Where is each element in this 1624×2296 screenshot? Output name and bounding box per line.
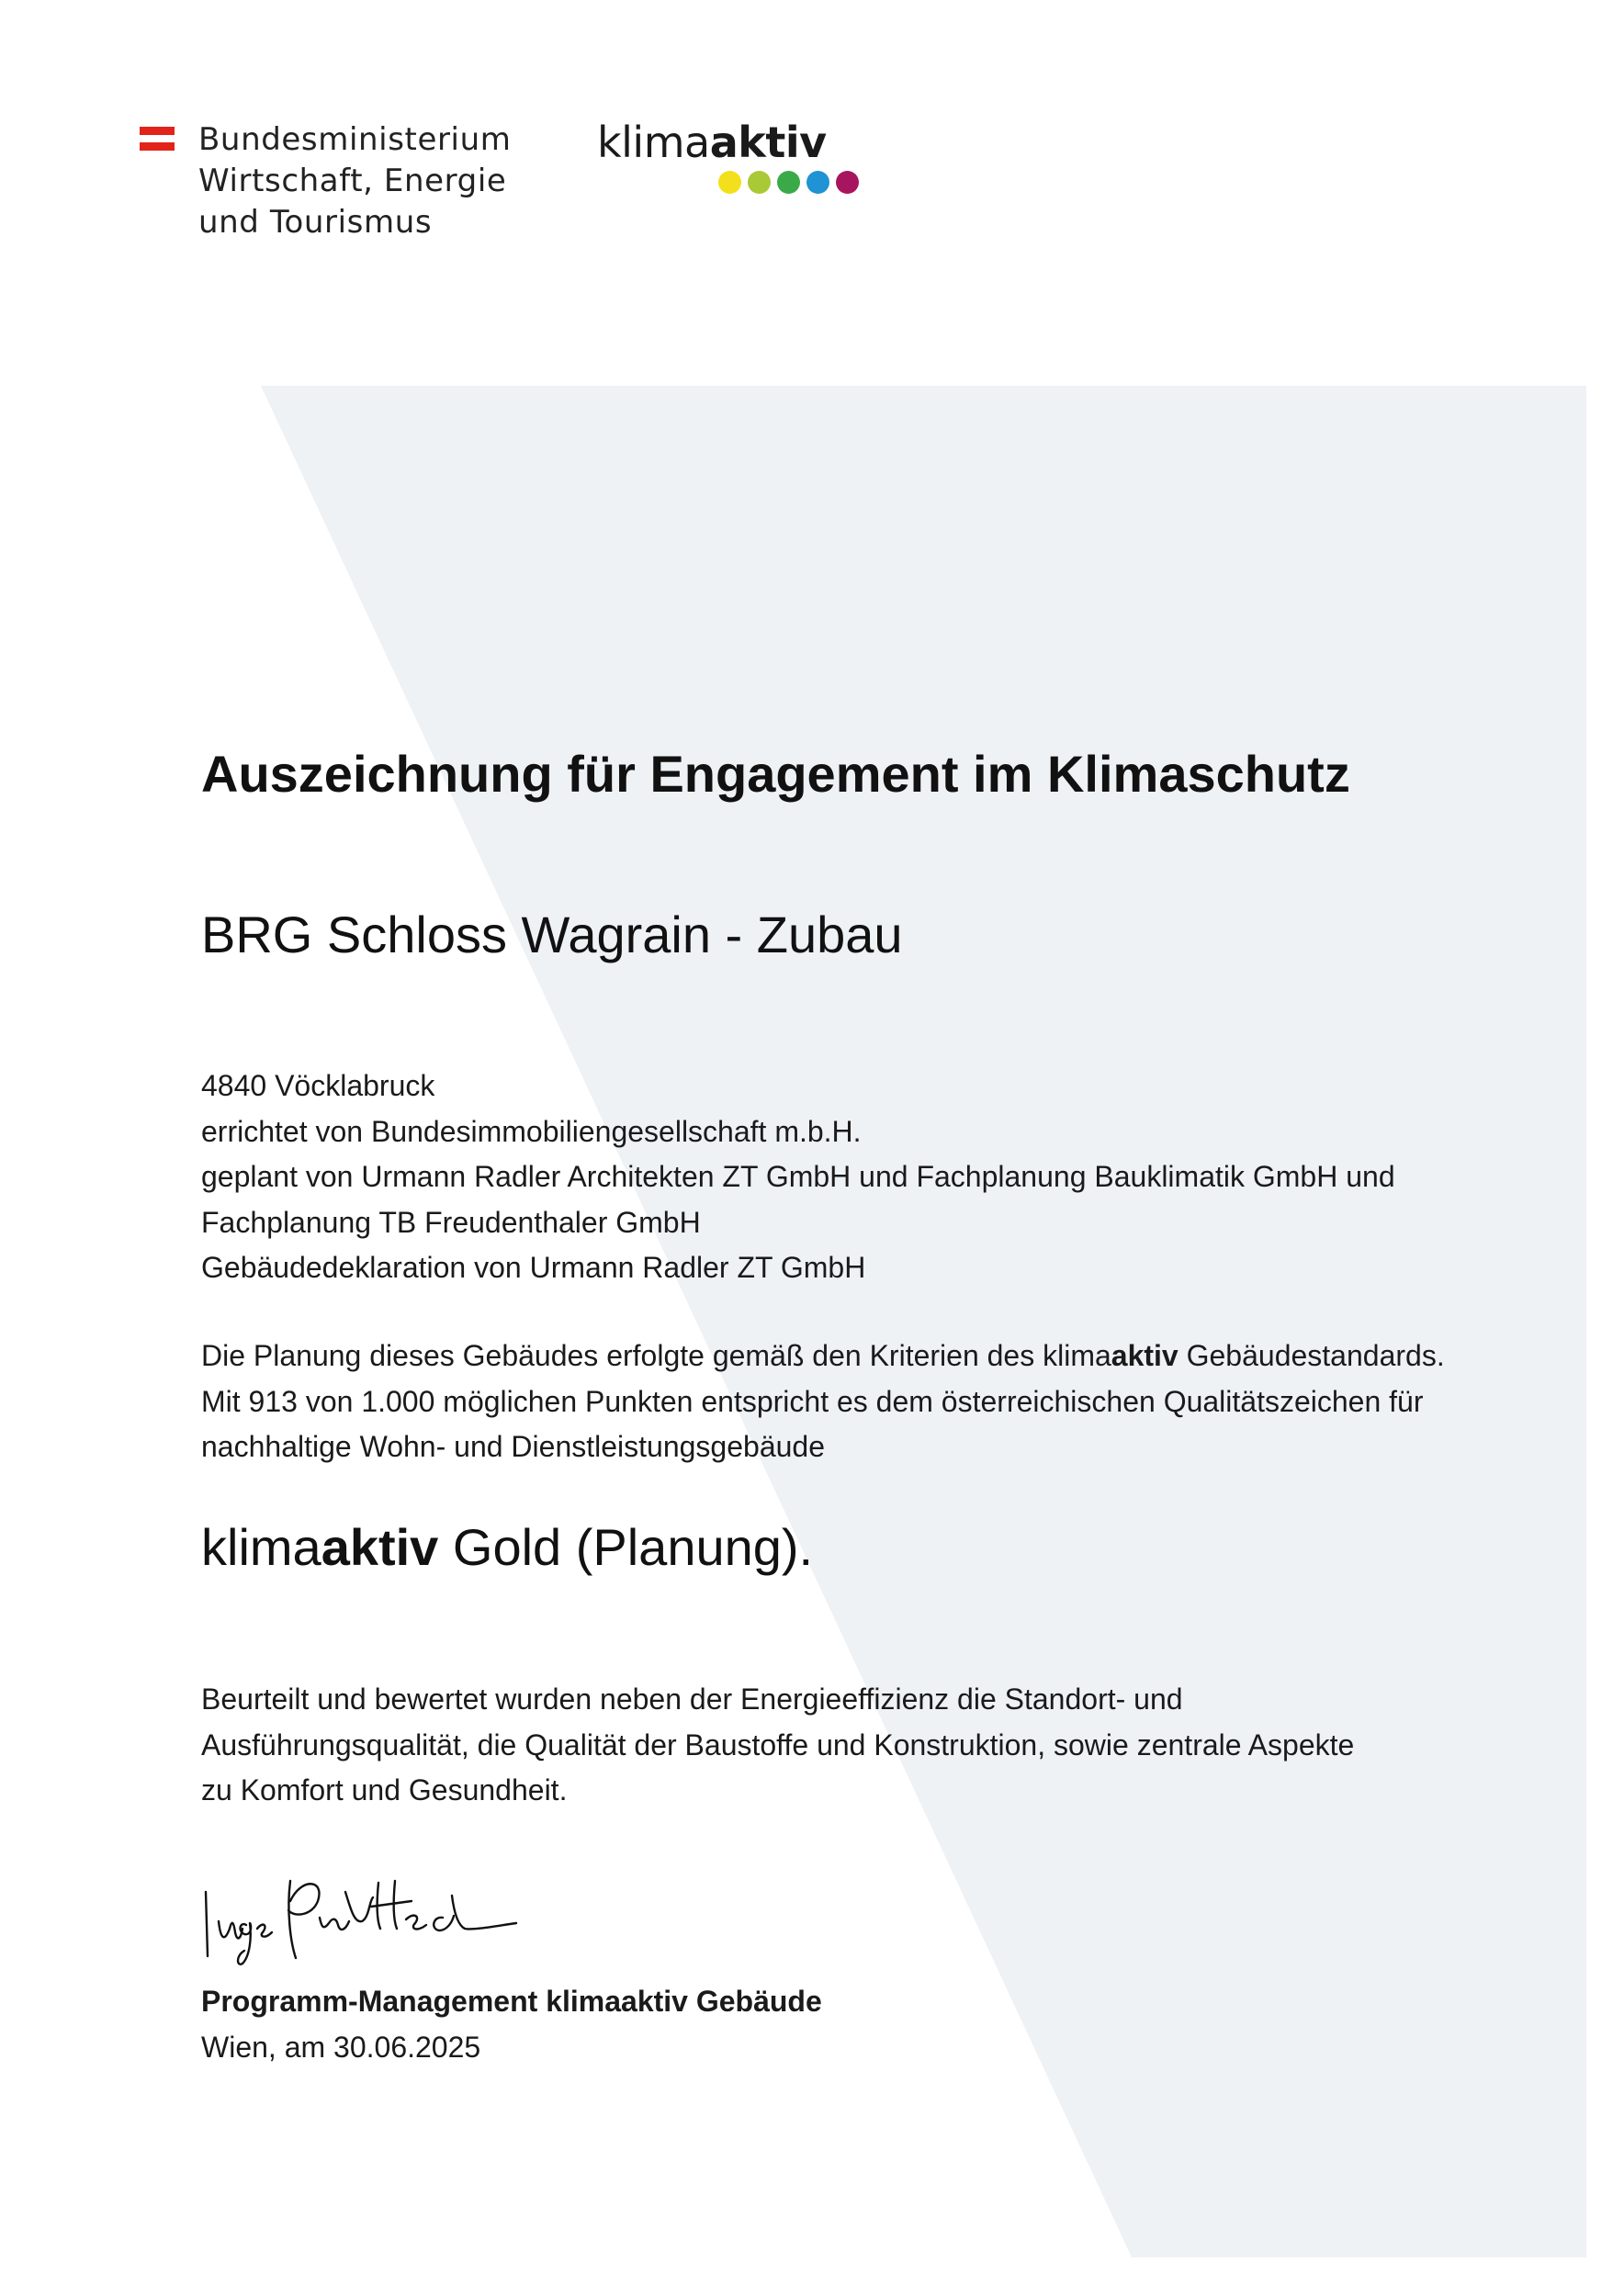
ministry-logo bbox=[140, 119, 511, 243]
logo-dot bbox=[748, 171, 771, 194]
building-details bbox=[201, 1064, 1395, 1291]
award-suffix: Gold (Planung). bbox=[438, 1518, 814, 1576]
ministry-line: Wirtschaft, Energie bbox=[198, 163, 507, 199]
award-level bbox=[201, 1517, 813, 1577]
logo-prefix: klima bbox=[597, 118, 710, 167]
detail-line: geplant von Urmann Radler Architekten ZT GmbH und Fachplanung Bauklimatik GmbH und bbox=[201, 1160, 1395, 1193]
logo-dot bbox=[777, 171, 800, 194]
klimaaktiv-logo bbox=[597, 118, 859, 194]
logo-bold: aktiv bbox=[709, 118, 827, 167]
criteria-paragraph bbox=[201, 1334, 1445, 1470]
assessment-line: zu Komfort und Gesundheit. bbox=[201, 1773, 568, 1806]
program-management: Programm-Management klimaaktiv Gebäude bbox=[201, 1985, 822, 2018]
detail-line: 4840 Vöcklabruck bbox=[201, 1069, 435, 1102]
criteria-line bbox=[201, 1334, 1445, 1379]
award-prefix: klima bbox=[201, 1518, 321, 1576]
assessment-paragraph bbox=[201, 1677, 1354, 1814]
criteria-text: Gebäudestandards. bbox=[1178, 1339, 1445, 1372]
detail-line: Fachplanung TB Freudenthaler GmbH bbox=[201, 1205, 701, 1239]
logo-dot bbox=[718, 171, 741, 194]
ministry-line: Bundesministerium bbox=[198, 121, 512, 158]
building-name: BRG Schloss Wagrain - Zubau bbox=[201, 906, 903, 963]
detail-line: errichtet von Bundesimmobiliengesellschaft m.b.H. bbox=[201, 1114, 862, 1148]
certificate-title: Auszeichnung für Engagement im Klimaschutz bbox=[201, 745, 1350, 803]
logo-dot bbox=[836, 171, 859, 194]
criteria-bold: aktiv bbox=[1111, 1339, 1179, 1372]
criteria-line: nachhaltige Wohn- und Dienstleistungsgebäude bbox=[201, 1430, 825, 1463]
detail-line: Gebäudedeklaration von Urmann Radler ZT GmbH bbox=[201, 1251, 866, 1284]
signature-image bbox=[198, 1864, 520, 1975]
criteria-text: Die Planung dieses Gebäudes erfolgte gemäß den Kriterien des klima bbox=[201, 1339, 1111, 1372]
austria-flag-icon bbox=[140, 127, 175, 151]
assessment-line: Ausführungsqualität, die Qualität der Baustoffe und Konstruktion, sowie zentrale Aspekte bbox=[201, 1728, 1355, 1761]
logo-dots bbox=[718, 171, 859, 194]
signature-block bbox=[201, 1979, 822, 2070]
ministry-line: und Tourismus bbox=[198, 204, 433, 241]
klimaaktiv-wordmark bbox=[597, 118, 859, 167]
ministry-name bbox=[198, 119, 511, 243]
award-bold: aktiv bbox=[321, 1518, 439, 1576]
criteria-line: Mit 913 von 1.000 möglichen Punkten entspricht es dem österreichischen Qualitätszeichen für bbox=[201, 1384, 1424, 1418]
place-date: Wien, am 30.06.2025 bbox=[201, 2030, 481, 2064]
assessment-line: Beurteilt und bewertet wurden neben der Energieeffizienz die Standort- und bbox=[201, 1683, 1183, 1716]
logo-dot bbox=[806, 171, 829, 194]
